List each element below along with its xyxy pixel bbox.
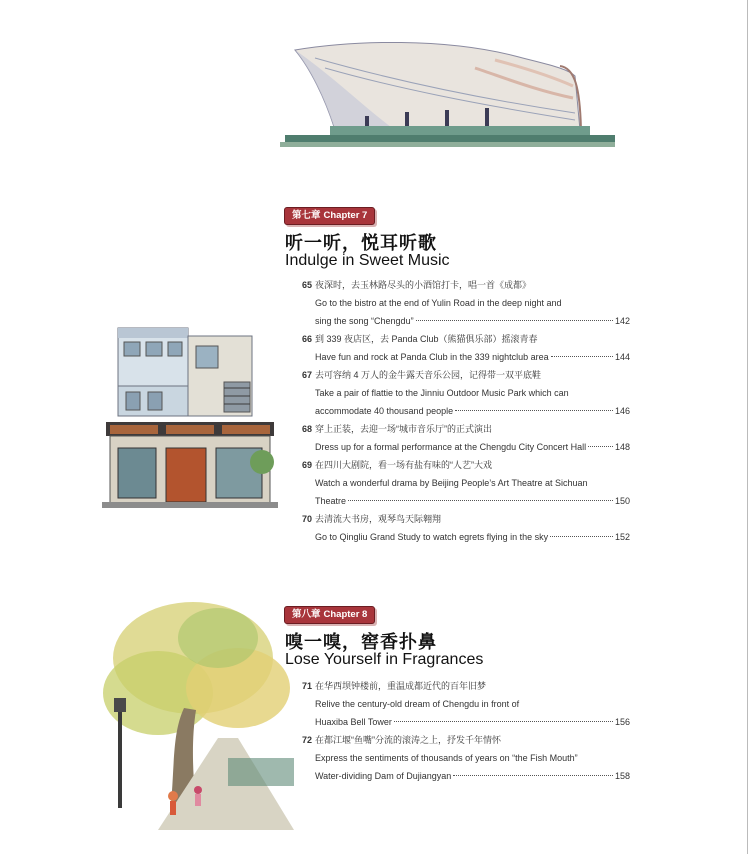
entry-page-number: 152 [614,532,630,542]
entry-title-en: Theatre [315,496,347,506]
toc-entry-72[interactable] [302,731,630,785]
entry-title-en: Take a pair of flattie to the Jinniu Outdoor Music Park which can [315,388,569,398]
entry-title-cn: 在华西坝钟楼前，重温成都近代的百年旧梦 [315,681,487,691]
entry-title-cn: 夜深时，去玉林路尽头的小酒馆打卡，唱一首《成都》 [315,280,532,290]
toc-entry-66[interactable] [302,330,630,366]
entry-number: 65 [302,280,313,290]
entry-page-number: 158 [614,771,630,781]
entry-title-en: Have fun and rock at Panda Club in the 339 nightclub area [315,352,549,362]
chapter-7-badge-cn: 第七章 [292,210,321,221]
entry-title-cn: 穿上正装，去迎一场“城市音乐厅”的正式演出 [315,424,492,434]
entry-number: 70 [302,514,313,524]
toc-entry-67[interactable] [302,366,630,420]
tree-street-illustration [98,598,294,830]
chapter-8-entries [302,677,630,785]
entry-number: 71 [302,681,313,691]
shop-building-illustration [102,322,278,512]
entry-number: 67 [302,370,313,380]
chapter-7-title-en: Indulge in Sweet Music [285,252,450,269]
chapter-8-badge-en: Chapter 8 [323,609,368,620]
toc-entry-65[interactable] [302,276,630,330]
entry-title-en: Dress up for a formal performance at the Chengdu City Concert Hall [315,442,587,452]
entry-page-number: 156 [614,717,630,727]
entry-title-en: sing the song “Chengdu” [315,316,414,326]
concert-hall-illustration [275,38,620,156]
page-edge [747,0,748,854]
chapter-8-badge [284,606,375,624]
entry-title-cn: 在都江堰“鱼嘴”分流的滚涛之上，抒发千年情怀 [315,735,501,745]
entry-number: 72 [302,735,313,745]
entry-title-en: Go to Qingliu Grand Study to watch egrets flying in the sky [315,532,549,542]
entry-number: 69 [302,460,313,470]
entry-number: 66 [302,334,313,344]
entry-title-en: Go to the bistro at the end of Yulin Road in the deep night and [315,298,562,308]
toc-entry-71[interactable] [302,677,630,731]
chapter-7-badge [284,207,375,225]
entry-page-number: 150 [614,496,630,506]
entry-page-number: 146 [614,406,630,416]
entry-title-cn: 在四川大剧院，看一场有盐有味的“人艺”大戏 [315,460,492,470]
entry-title-en: Express the sentiments of thousands of years on “the Fish Mouth” [315,753,578,763]
entry-title-cn: 到 339 夜店区，去 Panda Club（熊猫俱乐部）摇滚青春 [315,334,538,344]
entry-title-cn: 去可容纳 4 万人的金牛露天音乐公园，记得带一双平底鞋 [315,370,542,380]
entry-page-number: 148 [614,442,630,452]
entry-title-cn: 去清流大书房，观琴鸟天际翱翔 [315,514,442,524]
entry-number: 68 [302,424,313,434]
chapter-7-title-cn: 听一听，悦耳听歌 [285,233,437,254]
chapter-8-title-en: Lose Yourself in Fragrances [285,651,484,668]
toc-entry-69[interactable] [302,456,630,510]
chapter-8-badge-cn: 第八章 [292,609,321,620]
entry-title-en: Relive the century-old dream of Chengdu in front of [315,699,520,709]
chapter-8-title-cn: 嗅一嗅，窖香扑鼻 [285,632,437,653]
entry-page-number: 144 [614,352,630,362]
toc-entry-68[interactable] [302,420,630,456]
chapter-7-entries [302,276,630,546]
chapter-7-badge-en: Chapter 7 [323,210,368,221]
toc-entry-70[interactable] [302,510,630,546]
entry-title-en: Watch a wonderful drama by Beijing People’s Art Theatre at Sichuan [315,478,588,488]
entry-title-en: Water-dividing Dam of Dujiangyan [315,771,452,781]
entry-page-number: 142 [614,316,630,326]
entry-title-en: Huaxiba Bell Tower [315,717,392,727]
entry-title-en: accommodate 40 thousand people [315,406,454,416]
